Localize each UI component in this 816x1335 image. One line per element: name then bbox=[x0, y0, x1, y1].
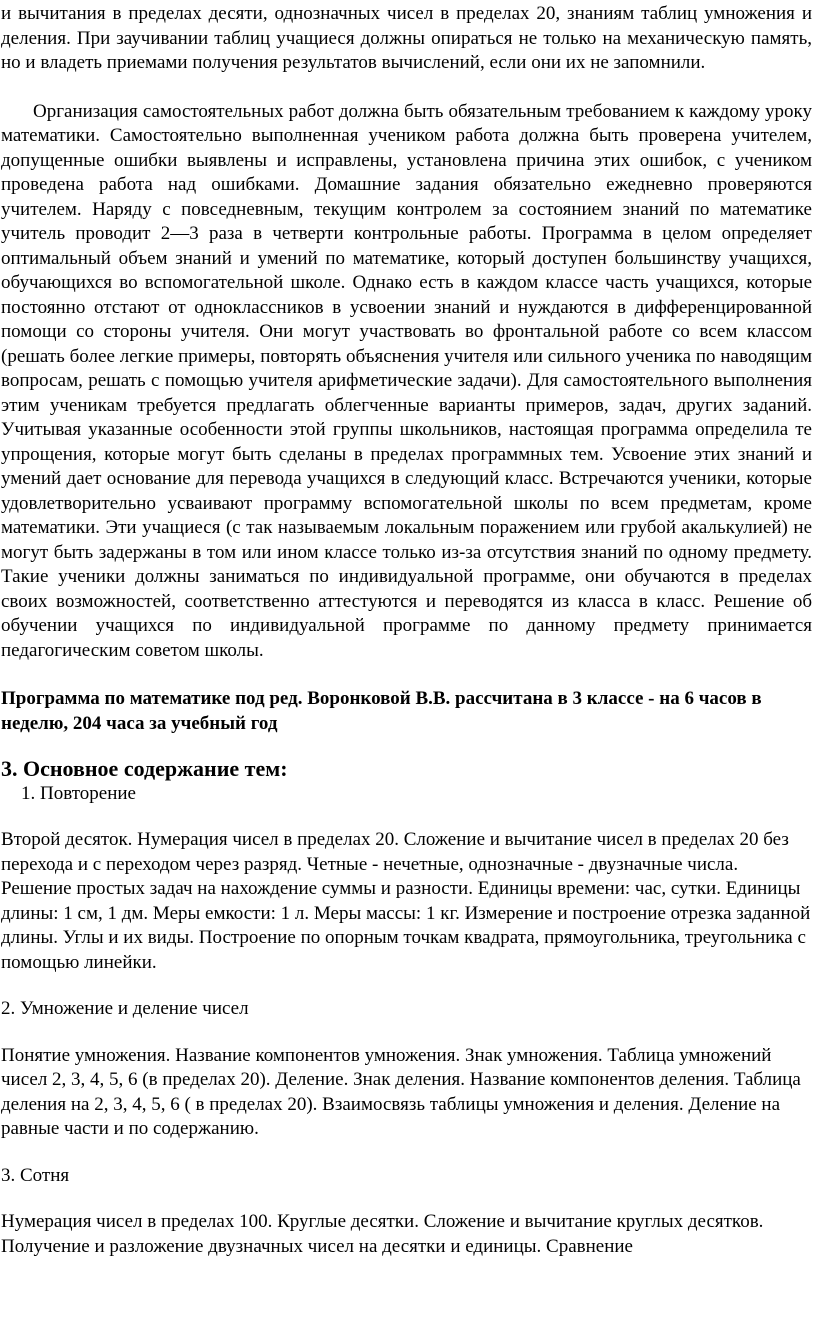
section-heading: 3. Основное содержание тем: bbox=[1, 756, 288, 781]
intro-paragraph: и вычитания в пределах десяти, однозначных чисел в пределах 20, знаниям таблиц умножения и деления. При заучивании таблиц учащиеся должны опираться не только на механическую память, но и владеть приемами получения результатов вычислений, если они их не запомнили. bbox=[1, 3, 812, 73]
topic-title-repetition: 1. Повторение bbox=[21, 783, 136, 804]
organization-paragraph: Организация самостоятельных работ должна быть обязательным требованием к каждому уроку математики. Самостоятельно выполненная учеником работа должна быть проверена учителем, допущенные ошибки выявлены и исправлены, установлена причина этих ошибок, с учеником проведена работа над ошибками. Домашние задания обязательно ежедневно проверяются учителем. Наряду с повседневным, текущим контролем за состоянием знаний по математике учитель проводит 2—3 раза в четверти контрольные работы. Программа в целом определяет оптимальный объем знаний и умений по математике, который доступен большинству учащихся, обучающихся во вспомогательной школе. Однако есть в каждом классе часть учащихся, которые постоянно отстают от одноклассников в усвоении знаний и нуждаются в дифференцированной помощи со стороны учителя. Они могут участвовать во фронтальной работе со всем классом (решать более легкие примеры, повторять объяснения учителя или сильного ученика по наводящим вопросам, решать с помощью учителя арифметические задачи). Для самостоятельного выполнения этим ученикам требуется предлагать облегченные варианты примеров, задач, других заданий. Учитывая указанные особенности этой группы школьников, настоящая программа определила те упрощения, которые могут быть сделаны в пределах программных тем. Усвоение этих знаний и умений дает основание для перевода учащихся в следующий класс. Встречаются ученики, которые удовлетворительно усваивают программу вспомогательной школы по всем предметам, кроме математики. Эти учащиеся (с так называемым локальным поражением или грубой акалькулией) не могут быть задержаны в том или ином классе только из-за отсутствия знаний по одному предмету. Такие ученики должны заниматься по индивидуальной программе, они обучаются в пределах своих возможностей, соответственно аттестуются и переводятся из класса в класс. Решение об обучении учащихся по индивидуальной программе по данному предмету принимается педагогическим советом школы. bbox=[1, 100, 812, 661]
topic-title-multiplication: 2. Умножение и деление чисел bbox=[1, 998, 249, 1019]
topic-body-hundred: Нумерация чисел в пределах 100. Круглые десятки. Сложение и вычитание круглых десятков. Получение и разложение двузначных чисел на десятки и единицы. Сравнение bbox=[1, 1211, 764, 1257]
topic-title-hundred: 3. Сотня bbox=[1, 1164, 70, 1186]
program-hours-statement: Программа по математике под ред. Воронковой В.В. рассчитана в 3 классе - на 6 часов в неделю, 204 часа за учебный год bbox=[1, 688, 762, 734]
topic-body-multiplication: Понятие умножения. Название компонентов умножения. Знак умножения. Таблица умножений чисел 2, 3, 4, 5, 6 (в пределах 20). Деление. Знак деления. Название компонентов деления. Таблица деления на 2, 3, 4, 5, 6 ( в пределах 20). Взаимосвязь таблицы умножения и деления. Деление на равные части и по содержанию. bbox=[1, 1044, 801, 1139]
topic-body-repetition: Второй десяток. Нумерация чисел в пределах 20. Сложение и вычитание чисел в пределах 20 без перехода и с переходом через разряд. Четные - нечетные, однозначные - двузначные числа. Решение простых задач на нахождение суммы и разности. Единицы времени: час, сутки. Единицы длины: 1 см, 1 дм. Меры емкости: 1 л. Меры массы: 1 кг. Измерение и построение отрезка заданной длины. Углы и их виды. Построение по опорным точкам квадрата, прямоугольника, треугольника с помощью линейки. bbox=[1, 829, 811, 973]
